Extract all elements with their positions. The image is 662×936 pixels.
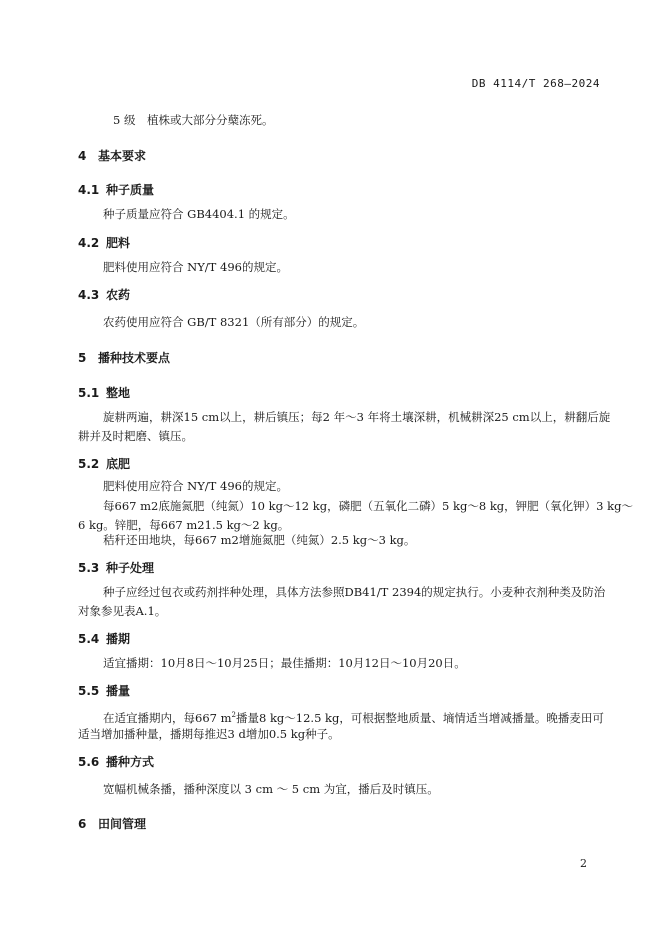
section-number: 5.4 — [78, 632, 100, 646]
freeze-level-5: 5 级 植株或大部分分蘖冻死。 — [113, 113, 274, 127]
section-6-heading — [78, 815, 146, 832]
section-title: 播量 — [106, 684, 131, 698]
section-number: 5.5 — [78, 684, 100, 698]
superscript: 2 — [231, 711, 236, 719]
section-title: 种子处理 — [106, 561, 155, 575]
text-run: 播量8 kg～12.5 kg，可根据整地质量、墒情适当增减播量。晚播麦田可 — [235, 710, 604, 725]
paragraph: 宽幅机械条播，播种深度以 3 cm ～ 5 cm 为宜，播后及时镇压。 — [103, 782, 439, 796]
section-5-6-heading — [78, 753, 154, 770]
section-number: 4.3 — [78, 288, 100, 302]
paragraph: 每667 m2底施氮肥（纯氮）10 kg～12 kg，磷肥（五氧化二磷）5 kg～8 kg，钾肥（氧化钾）3 kg～ — [103, 499, 633, 513]
document-code: DB 4114/T 268—2024 — [471, 77, 600, 90]
paragraph-continuation: 适当增加播种量，播期每推迟3 d增加0.5 kg种子。 — [78, 727, 340, 741]
section-number: 5.1 — [78, 386, 100, 400]
paragraph: 种子质量应符合 GB4404.1 的规定。 — [103, 207, 295, 221]
section-number: 4.1 — [78, 183, 100, 197]
section-number: 6 — [78, 817, 87, 831]
section-5-5-heading — [78, 682, 130, 699]
paragraph: 旋耕两遍，耕深15 cm以上，耕后镇压；每2 年～3 年将土壤深耕，机械耕深25 cm以上，耕翻后旋 — [103, 410, 611, 424]
section-5-2-heading — [78, 455, 130, 472]
section-title: 种子质量 — [106, 183, 155, 197]
section-number: 5 — [78, 351, 87, 365]
section-5-1-heading — [78, 384, 130, 401]
paragraph: 种子应经过包衣或药剂拌种处理，具体方法参照DB41/T 2394的规定执行。小麦种衣剂种类及防治 — [103, 585, 606, 599]
section-title: 播种技术要点 — [98, 351, 171, 365]
section-number: 4.2 — [78, 236, 100, 250]
paragraph-continuation: 6 kg。锌肥，每667 m21.5 kg～2 kg。 — [78, 518, 290, 532]
section-5-heading — [78, 349, 170, 366]
paragraph: 肥料使用应符合 NY/T 496的规定。 — [103, 479, 288, 493]
section-title: 肥料 — [106, 236, 131, 250]
paragraph: 农药使用应符合 GB/T 8321（所有部分）的规定。 — [103, 315, 365, 329]
section-4-1-heading — [78, 181, 154, 198]
section-title: 播期 — [106, 632, 131, 646]
section-5-4-heading — [78, 630, 130, 647]
section-4-heading — [78, 147, 146, 164]
section-title: 农药 — [106, 288, 131, 302]
section-title: 播种方式 — [106, 755, 155, 769]
paragraph: 适宜播期：10月8日～10月25日；最佳播期：10月12日～10月20日。 — [103, 656, 466, 670]
section-4-3-heading — [78, 286, 130, 303]
section-number: 5.6 — [78, 755, 100, 769]
paragraph-continuation: 对象参见表A.1。 — [78, 604, 167, 618]
section-title: 整地 — [106, 386, 131, 400]
paragraph-continuation: 耕并及时耙磨、镇压。 — [78, 429, 193, 443]
section-title: 底肥 — [106, 457, 131, 471]
section-4-2-heading — [78, 234, 130, 251]
paragraph: 肥料使用应符合 NY/T 496的规定。 — [103, 260, 288, 274]
section-number: 4 — [78, 149, 87, 163]
text-run: 在适宜播期内，每667 m — [103, 710, 232, 725]
page-number: 2 — [580, 857, 587, 870]
section-title: 田间管理 — [98, 817, 147, 831]
section-number: 5.2 — [78, 457, 100, 471]
paragraph: 秸秆还田地块，每667 m2增施氮肥（纯氮）2.5 kg～3 kg。 — [103, 533, 416, 547]
section-title: 基本要求 — [98, 149, 147, 163]
section-number: 5.3 — [78, 561, 100, 575]
section-5-3-heading — [78, 559, 154, 576]
